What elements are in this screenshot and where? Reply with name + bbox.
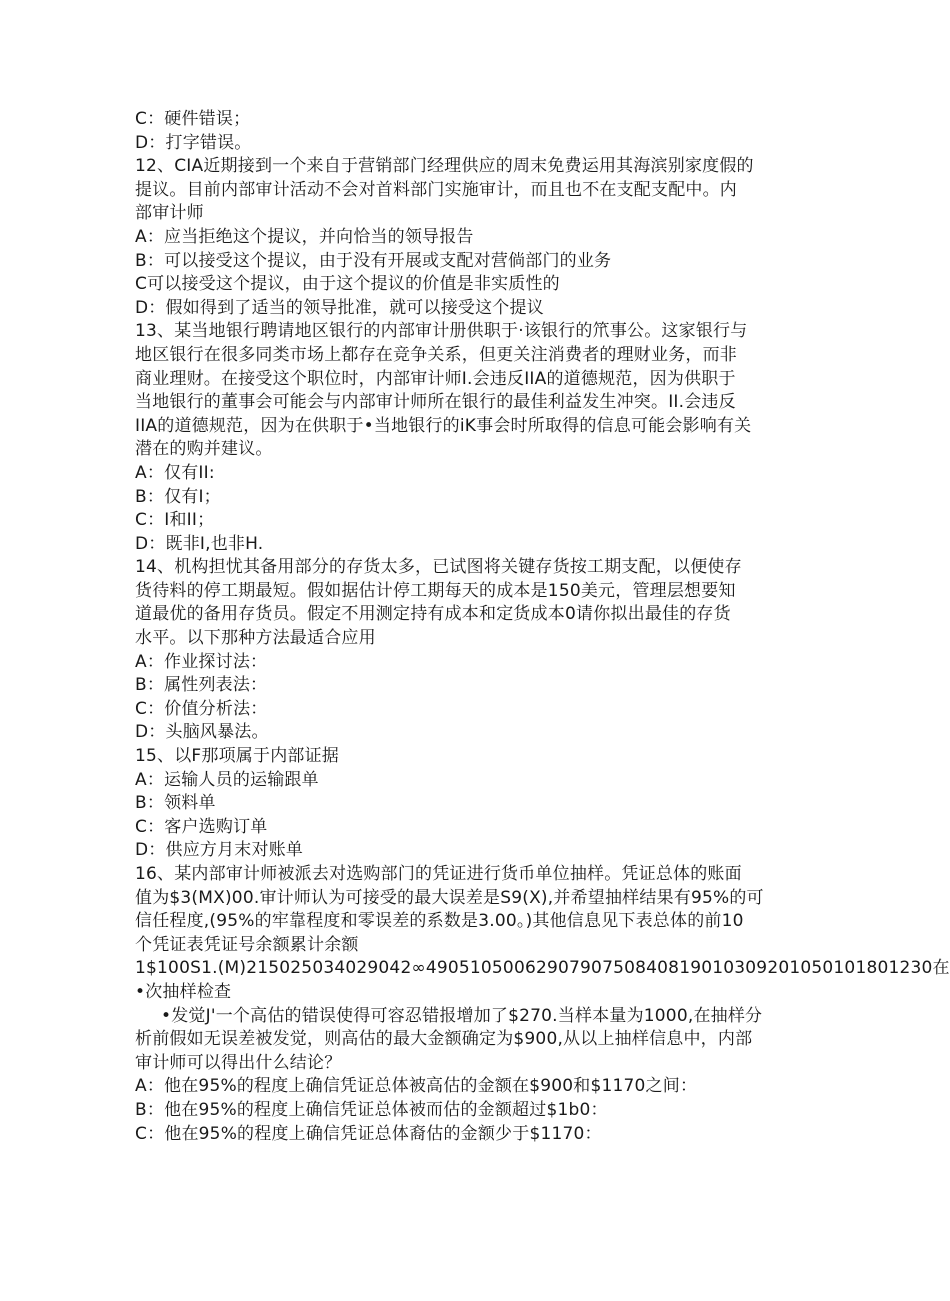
option-a: A：作业探讨法： xyxy=(135,651,268,672)
option-d: D：既非I,也非H. xyxy=(135,533,264,554)
question-12-line: 12、CIA近期接到一个来自于营销部门经理供应的周末免费运用其海滨别家度假的 xyxy=(135,156,754,177)
text-line: 水平。以下那种方法最适合应用 xyxy=(135,628,376,649)
text-line: 潜在的购并建议。 xyxy=(135,439,273,460)
text-line: 提议。目前内部审计活动不会对首料部门实施审计，而且也不在支配支配中。内 xyxy=(135,179,737,200)
option-a: A：应当拒绝这个提议，并向恰当的领导报告 xyxy=(135,226,474,247)
question-14-line: 14、机构担忧其备用部分的存货太多，已试图将关键存货按工期支配，以便使存 xyxy=(135,557,742,578)
text-line: C：硬件错误； xyxy=(135,109,251,129)
option-b: B：他在95%的程度上确信凭证总体被而估的金额超过$1b0： xyxy=(135,1099,608,1120)
option-d: D：头脑风暴法。 xyxy=(135,722,269,743)
text-line: •次抽样检查 xyxy=(135,981,232,1002)
option-c: C：客户选购订单 xyxy=(135,816,268,837)
text-line: •发觉J'一个高估的错误使得可容忍错报增加了$270.当样本量为1000,在抽样分 xyxy=(161,1005,763,1026)
option-a: A：他在95%的程度上确信凭证总体被高估的金额在$900和$1170之间： xyxy=(135,1076,698,1097)
text-line: 值为$3(MX)00.审计师认为可接受的最大误差是S9(X),并希望抽样结果有95%的可 xyxy=(135,887,764,908)
option-d: D：供应方月末对账单 xyxy=(135,840,304,861)
option-c: C：价值分析法： xyxy=(135,698,268,719)
text-line: IIA的道德规范，因为在供职于•当地银行的iK事会时所取得的信息可能会影响有关 xyxy=(135,415,752,436)
text-line: D：打字错误。 xyxy=(135,132,252,153)
question-15-line: 15、以F那项属于内部证据 xyxy=(135,746,340,767)
question-16-line: 16、某内部审计师被派去对选购部门的凭证进行货币单位抽样。凭证总体的账面 xyxy=(135,864,742,884)
option-b: B：仅有I； xyxy=(135,486,221,507)
text-line: 部审计师 xyxy=(135,203,204,224)
document-body xyxy=(135,108,950,1146)
text-line: 1$100S1.(M)215025034029042∞49051050062907907508408190103092010501018012​30在 xyxy=(135,958,950,979)
text-line: 信任程度,(95%的牢靠程度和零误差的系数是3.00。)其他信息见下表总体的前10 xyxy=(135,911,744,932)
text-line: 当地银行的董事会可能会与内部审计师所在银行的最佳利益发生冲突。II.会违反 xyxy=(135,392,736,413)
text-line: 审计师可以得出什么结论？ xyxy=(135,1052,342,1073)
text-line: 货待料的停工期最短。假如据估计停工期每天的成本是150美元，管理层想要知 xyxy=(135,580,736,601)
option-c: C：I和II； xyxy=(135,510,215,531)
text-line: 道最优的备用存货员。假定不用测定持有成本和定货成本0请你拟出最佳的存货 xyxy=(135,604,731,625)
option-d: D：假如得到了适当的领导批准，就可以接受这个提议 xyxy=(135,297,544,318)
option-b: B：领料单 xyxy=(135,793,216,814)
question-13-line: 13、某当地银行聘请地区银行的内部审计册供职于·该银行的笊事公。这家银行与 xyxy=(135,321,748,342)
text-line: 商业理财。在接受这个职位时，内部审计师I.会违反IIA的道德规范，因为供职于 xyxy=(135,368,736,389)
option-c: C：他在95%的程度上确信凭证总体裔估的金额少于$1170： xyxy=(135,1123,602,1144)
text-line: 地区银行在很多同类市场上都存在竞争关系，但更关注消费者的理财业务，而非 xyxy=(135,344,737,365)
option-a: A：仅有II: xyxy=(135,462,215,483)
option-b: B：可以接受这个提议，由于没有开展或支配对营倘部门的业务 xyxy=(135,250,612,271)
text-line: 析前假如无误差被发觉，则高估的最大金额确定为$900,从以上抽样信息中，内部 xyxy=(135,1029,753,1050)
option-a: A：运输人员的运输跟单 xyxy=(135,769,319,790)
text-line: 个凭证表凭证号余额累计余额 xyxy=(135,934,359,955)
option-c: C可以接受这个提议，由于这个提议的价值是非实质性的 xyxy=(135,274,560,295)
option-b: B：属性列表法： xyxy=(135,675,268,696)
